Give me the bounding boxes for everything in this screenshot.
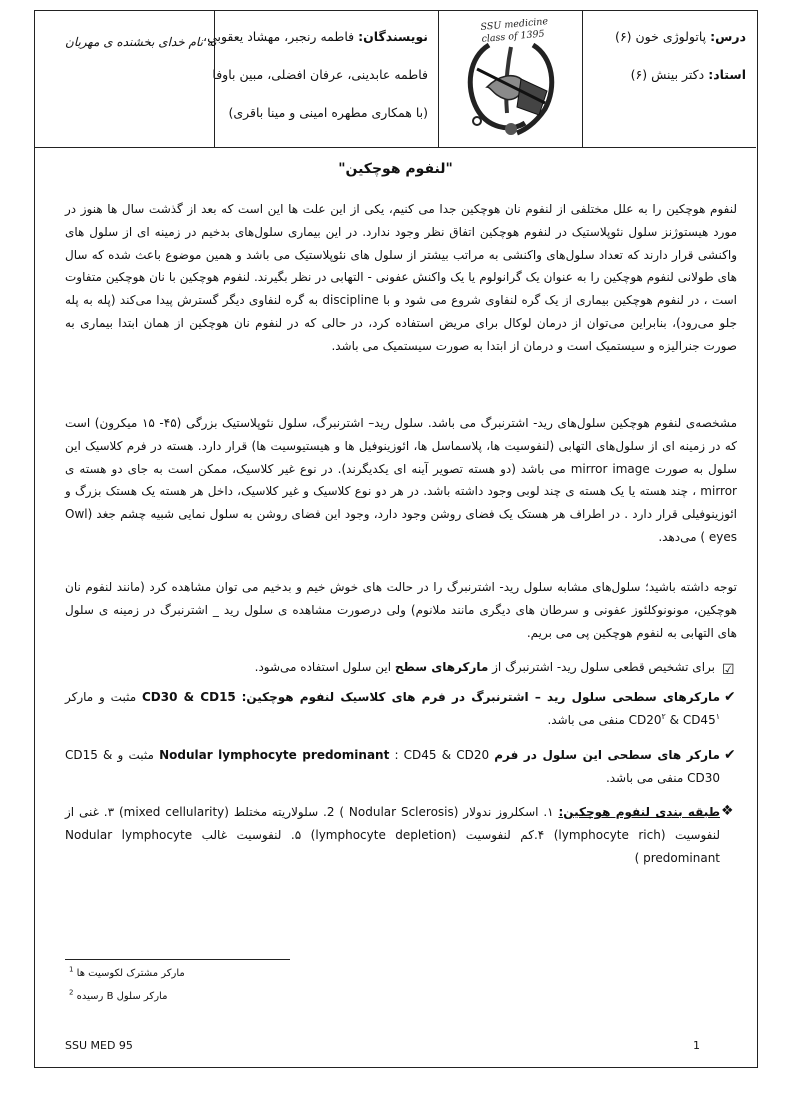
classic-markers-positive: CD30 & CD15 xyxy=(141,690,236,704)
footer-label: SSU MED 95 xyxy=(65,1039,133,1052)
course-value: پاتولوژی خون (۶) xyxy=(615,29,707,44)
logo-cell xyxy=(438,11,583,147)
authors-line2: فاطمه عابدینی، عرفان افضلی، مبین باوفا xyxy=(212,67,428,82)
footnote-divider xyxy=(65,959,290,960)
nlp-markers-rest: : CD45 & CD20 مثبت و CD15 & CD30 منفی می باشد. xyxy=(65,748,720,785)
course-line xyxy=(615,29,746,44)
checkmark-icon: ✔ xyxy=(724,747,736,763)
classification-heading: طبقه بندی لنفوم هوچکین: xyxy=(558,805,720,819)
checkmark-icon: ✔ xyxy=(724,689,736,705)
paragraph-reed-sternberg: مشخصه‌ی لنفوم هوچکین سلول‌های رید- اشترنبرگ می باشد. سلول رید– اشترنبرگ، سلول نئوپلاستیک بزرگی (۴۵- ۱۵ میکرون) است که در زمینه ای از سلول‌های التهابی (لنفوسیت ها، پلاسماسل ها، ائوزینوفیل ها و هیستیوسیت ها) قرار دارد. هسته در فرم کلاسیک این سلول به صورت mirror image می باشد (دو هسته تصویر آینه ای یکدیگرند). در نوع غیر کلاسیک، ممکن است به جای دو هسته ی mirror ، چند هسته یا یک هسته ی چند لوبی وجود داشته باشد. در هر دو نوع کلاسیک و غیر کلاسیک، داخل هر هسته یک هستک بزرگ و ائوزینوفیلی قرار دارد . در اطراف هر هستک یک فضای روشن وجود دارد، وجود این فضای روشن به سلول نمایی شبیه چشم جغد (Owl eyes ) می‌دهد. xyxy=(65,416,738,544)
marker-cd20: CD20 xyxy=(628,712,662,727)
course-info-cell xyxy=(583,11,756,147)
footnote-1-number: 1 xyxy=(69,965,74,974)
classic-markers-rest2: منفی می باشد. xyxy=(547,712,625,727)
teacher-label: استاد: xyxy=(708,67,746,82)
page-title: "لنفوم هوچکین" xyxy=(338,161,453,177)
footnote-2-text: مارکر سلول B رسیده xyxy=(76,991,168,1002)
page-frame xyxy=(34,10,758,1068)
paragraph-intro: لنفوم هوچکین را به علل مختلفی از لنفوم نان هوچکین جدا می کنیم، یکی از این علت ها این است که بعد از گذشت سال ها هنوز در مورد هیستوژنز سلول نئوپلاستیک در لنفوم هوچکین اتفاق نظر وجود ندارد. در این بیماری سلول‌های بدخیم در زمینه ای از سلول های واکنشی قرار دارند که تعداد سلول‌های واکنشی به مراتب بیشتر از سلول های نئوپلاستیک می باشد و همین موضوع باعث شده که سال های طولانی لنفوم هوچکین را به عنوان یک گرانولوم یا یک واکنش عفونی - التهابی در نظر بگیرند. لنفوم هوچکین با نان هوچکین متفاوت است ، در لنفوم هوچکین بیماری از یک گره لنفاوی شروع می شود و با discipline به گره لنفاوی دیگر گسترش پیدا می‌کند (پله به پله جلو می‌رود)، بنابراین می‌توان از درمان لوکال برای مریض استفاده کرد، در حالی که در لنفوم نان هوچکین از همان ابتدا بیماری به صورت جنرالیزه و سیستمیک است و درمان از ابتدا به صورت سیستمیک می باشد. xyxy=(65,202,737,353)
bismillah-cell xyxy=(35,11,215,147)
logo-caption-line1: SSU medicine xyxy=(480,16,549,33)
bismillah-text: به نام خدای بخشنده ی مهربان xyxy=(65,35,217,49)
page-number: 1 xyxy=(693,1039,700,1052)
footnote-2-number: 2 xyxy=(69,988,74,997)
footnote-1 xyxy=(69,965,185,979)
diagnosis-text-a: برای تشخیص قطعی سلول رید- اشترنبرگ از xyxy=(492,660,715,674)
authors-line3: (با همکاری مطهره امینی و مینا باقری) xyxy=(228,105,428,120)
page-header xyxy=(35,11,756,148)
logo-caption-line2: class of 1395 xyxy=(481,28,546,45)
teacher-line xyxy=(631,67,746,82)
paragraph-classic-markers xyxy=(65,686,720,732)
paragraph-similar-cells: توجه داشته باشید؛ سلول‌های مشابه سلول رید- اشترنبرگ را در حالت های خوش خیم و بدخیم می توان مشاهده کرد (مانند لنفوم نان هوچکین، مونونوکلئوز عفونی و سرطان های دیگری مانند ملانوم) ولی درصورت مشاهده ی سلول رید _ اشترنبرگ در زمینه ی سلول های التهابی به لنفوم هوچکین پی می بریم. xyxy=(65,580,737,640)
classic-markers-heading: مارکرهای سطحی سلول رید – اشترنبرگ در فرم های کلاسیک لنفوم هوچکین: xyxy=(241,690,720,704)
authors-names-1: فاطمه رنجبر، مهشاد یعقوبی، xyxy=(203,29,355,44)
footnote-1-text: مارکر مشترک لکوسیت ها xyxy=(76,968,185,979)
classic-markers-rest1: مثبت و مارکر xyxy=(65,690,137,704)
paragraph-nlp-markers xyxy=(65,744,720,790)
authors-cell xyxy=(203,11,438,147)
footnote-2 xyxy=(69,988,168,1002)
diagnosis-text-c: این سلول استفاده می‌شود. xyxy=(254,660,392,674)
footnote-ref-2: ۲ xyxy=(661,711,666,721)
nlp-type: Nodular lymphocyte predominant xyxy=(159,748,390,762)
authors-label: نویسندگان: xyxy=(358,29,428,44)
diagnosis-text-bold: مارکرهای سطح xyxy=(394,660,489,674)
diamond-bullet-icon: ❖ xyxy=(721,803,734,819)
footnote-ref-1: ۱ xyxy=(715,711,720,721)
nlp-markers-heading: مارکر های سطحی این سلول در فرم xyxy=(494,748,720,762)
teacher-value: دکتر بینش (۶) xyxy=(630,67,705,82)
checkbox-checked-icon: ☑ xyxy=(722,662,735,678)
classification-list: ۱. اسکلروز ندولار (Nodular Sclerosis ) 2. سلولاریته مختلط (mixed cellularity) ۳. غنی از لنفوسیت (lymphocyte rich) ۴.کم لنفوسیت (lymphocyte depletion) ۵. لنفوسیت غالب Nodular lymphocyte predominant ) xyxy=(65,805,720,865)
authors-line1 xyxy=(203,29,428,44)
marker-amp: & xyxy=(669,712,679,727)
marker-cd45: CD45 xyxy=(682,712,716,727)
paragraph-diagnosis xyxy=(65,656,715,679)
paragraph-classification xyxy=(65,801,720,869)
course-label: درس: xyxy=(710,29,746,44)
